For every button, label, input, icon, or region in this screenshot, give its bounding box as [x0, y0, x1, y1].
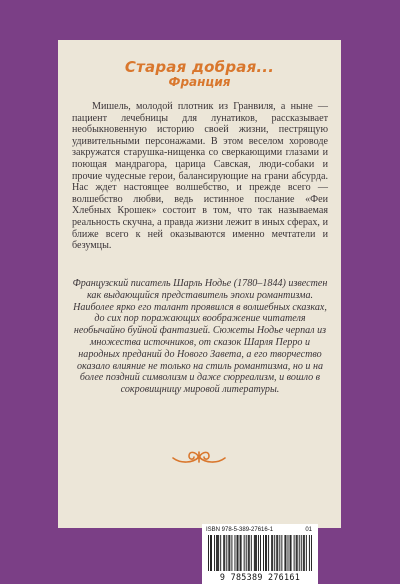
series-title: Старая добрая... [124, 58, 275, 76]
barcode-bar [251, 535, 252, 571]
barcode-bar [266, 535, 267, 571]
barcode-bar [258, 535, 259, 571]
barcode-bar [223, 535, 224, 571]
barcode-bar [268, 535, 269, 571]
barcode-bar [240, 535, 241, 571]
ornament-icon [169, 448, 229, 466]
barcode-bar [226, 535, 227, 571]
barcode-bar [296, 535, 297, 571]
barcode-bar [210, 535, 211, 571]
barcode-bar [216, 535, 217, 571]
barcode-bar [208, 535, 209, 571]
text-panel [58, 40, 341, 582]
barcode-bar [276, 535, 277, 571]
barcode-bar [235, 535, 236, 571]
barcode-bar [218, 535, 219, 571]
barcode-digits: 9 785389 276161 [219, 572, 301, 582]
barcode-bar [255, 535, 256, 571]
barcode-bar [294, 535, 295, 571]
book-annotation: Мишель, молодой плотник из Гранвиля, а ныне — пациент лечебницы для лунатиков, рассказывает необыкновенную историю своей жизни, пестрящую удивительными персонажами. В этом веселом хороводе закружатся старушка-нищенка со сверкающими глазами и поющая мандрагора, царица Савская, люди-собаки и прочие чудесные герои, балансирующие на грани абсурда. Нас ждет настоящее волшебство, и прежде всего — волшебство любви, ведь истинное послание «Феи Хлебных Крошек» состоит в том, что так называемая реальность скучна, а правда жизни лежит в иных сферах, и ближе всего к ней оказываются именно мечтатели и безумцы. [72, 101, 328, 252]
barcode-bar [249, 535, 250, 571]
barcode-bar [272, 535, 273, 571]
series-subtitle: Франция [168, 75, 231, 89]
barcode-bar [271, 535, 272, 571]
barcode-bar [297, 535, 298, 571]
barcode-bar [244, 535, 245, 571]
barcode-bar [220, 535, 221, 571]
barcode-bar [237, 535, 238, 571]
barcode-bar [290, 535, 291, 571]
barcode-bar [279, 535, 280, 571]
barcode-bar [224, 535, 225, 571]
barcode-bar [281, 535, 282, 571]
barcode-bar [263, 535, 264, 571]
barcode-bar [303, 535, 304, 571]
barcode-bar [246, 535, 247, 571]
barcode-bars [208, 535, 312, 571]
isbn-addon: 01 [305, 527, 312, 533]
barcode-bar [248, 535, 249, 571]
about-author: Французский писатель Шарль Нодье (1780–1844) известен как выдающийся представитель эпохи романтизма. Наиболее ярко его талант проявился в волшебных сказках, до сих пор поражающих воображение читателя необычайно буйной фантазией. Сюжеты Нодье черпал из множества источников, от сказок Шарля Перро и народных преданий до Нового Завета, а его творчество оказало влияние не только на стиль романтизма, но и на более поздний символизм и даже сюрреализм, и вошло в сокровищницу мировой литературы. [72, 278, 328, 396]
isbn-label: ISBN 978-5-389-27616-1 [206, 527, 274, 533]
barcode-bar [306, 535, 307, 571]
barcode-bar [285, 535, 286, 571]
barcode-bar [284, 535, 285, 571]
barcode-bar [274, 535, 275, 571]
barcode-bar [265, 535, 266, 571]
barcode-bar [228, 535, 229, 571]
barcode-bar [238, 535, 239, 571]
barcode-bar [260, 535, 261, 571]
barcode-bar [291, 535, 292, 571]
barcode-bar [256, 535, 257, 571]
barcode-bar [211, 535, 212, 571]
barcode-bar [217, 535, 218, 571]
barcode-bar [304, 535, 305, 571]
barcode-bar [311, 535, 312, 571]
barcode-bar [309, 535, 310, 571]
barcode-bar [229, 535, 230, 571]
barcode-bar [214, 535, 215, 571]
barcode-bar [301, 535, 302, 571]
isbn-barcode [202, 524, 318, 584]
barcode-bar [288, 535, 289, 571]
barcode-bar [277, 535, 278, 571]
barcode-bar [231, 535, 232, 571]
barcode-bar [254, 535, 255, 571]
barcode-bar [241, 535, 242, 571]
barcode-bar [299, 535, 300, 571]
